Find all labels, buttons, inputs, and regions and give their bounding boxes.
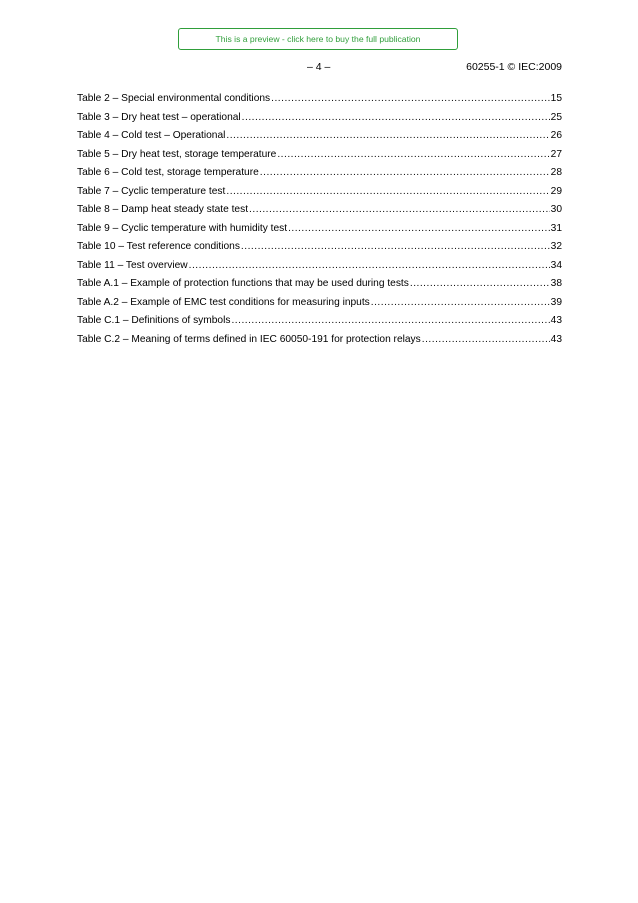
toc-entry-page: 26 xyxy=(550,130,562,141)
toc-entry[interactable] xyxy=(77,146,562,165)
page-number: – 4 – xyxy=(307,61,331,73)
toc-entry-page: 31 xyxy=(550,222,562,234)
toc-entry-page: 32 xyxy=(550,241,562,252)
toc-entry[interactable] xyxy=(77,90,562,109)
toc-entry[interactable] xyxy=(77,257,562,276)
toc-dot-leader xyxy=(231,312,549,331)
toc-entry-page: 29 xyxy=(550,185,562,197)
toc-entry-page: 38 xyxy=(550,278,562,289)
document-reference: 60255-1 © IEC:2009 xyxy=(466,61,562,73)
page-header xyxy=(0,61,638,77)
toc-dot-leader xyxy=(226,127,549,146)
table-of-contents-list xyxy=(77,90,562,349)
toc-entry-page: 25 xyxy=(550,111,562,123)
toc-entry[interactable] xyxy=(77,238,562,257)
toc-entry-page: 28 xyxy=(550,167,562,178)
toc-dot-leader xyxy=(277,146,549,165)
toc-entry-page: 43 xyxy=(550,315,562,326)
toc-dot-leader xyxy=(242,109,550,128)
toc-entry-title: Table 10 – Test reference conditions xyxy=(77,241,240,252)
toc-entry-title: Table 5 – Dry heat test, storage temperature xyxy=(77,148,277,160)
toc-dot-leader xyxy=(410,275,550,294)
toc-entry-page: 15 xyxy=(550,93,562,104)
toc-entry-title: Table 9 – Cyclic temperature with humidity test xyxy=(77,222,288,234)
toc-dot-leader xyxy=(422,331,550,350)
toc-entry-title: Table 4 – Cold test – Operational xyxy=(77,130,226,141)
toc-dot-leader xyxy=(371,294,550,313)
buy-publication-banner[interactable]: This is a preview - click here to buy the full publication xyxy=(178,28,458,50)
toc-entry-page: 34 xyxy=(550,259,562,271)
toc-dot-leader xyxy=(260,164,550,183)
toc-entry-title: Table C.1 – Definitions of symbols xyxy=(77,315,231,326)
toc-entry[interactable] xyxy=(77,275,562,294)
toc-entry[interactable] xyxy=(77,164,562,183)
toc-entry-page: 39 xyxy=(550,296,562,308)
toc-entry[interactable] xyxy=(77,220,562,239)
toc-dot-leader xyxy=(241,238,550,257)
toc-entry[interactable] xyxy=(77,109,562,128)
toc-entry-title: Table 11 – Test overview xyxy=(77,259,188,271)
toc-entry-page: 43 xyxy=(550,333,562,345)
toc-entry[interactable] xyxy=(77,183,562,202)
toc-dot-leader xyxy=(226,183,549,202)
toc-entry-title: Table A.1 – Example of protection functions that may be used during tests xyxy=(77,278,409,289)
toc-dot-leader xyxy=(288,220,550,239)
toc-entry-title: Table A.2 – Example of EMC test conditions for measuring inputs xyxy=(77,296,370,308)
toc-entry[interactable] xyxy=(77,294,562,313)
toc-entry-title: Table 8 – Damp heat steady state test xyxy=(77,204,249,215)
toc-entry[interactable] xyxy=(77,127,562,146)
toc-entry-page: 27 xyxy=(550,148,562,160)
toc-entry-title: Table 6 – Cold test, storage temperature xyxy=(77,167,259,178)
toc-entry[interactable] xyxy=(77,331,562,350)
toc-entry-page: 30 xyxy=(550,204,562,215)
toc-entry[interactable] xyxy=(77,201,562,220)
toc-entry-title: Table 7 – Cyclic temperature test xyxy=(77,185,226,197)
toc-dot-leader xyxy=(249,201,550,220)
toc-entry[interactable] xyxy=(77,312,562,331)
toc-dot-leader xyxy=(189,257,550,276)
toc-entry-title: Table C.2 – Meaning of terms defined in IEC 60050-191 for protection relays xyxy=(77,333,421,345)
toc-entry-title: Table 3 – Dry heat test – operational xyxy=(77,111,241,123)
toc-dot-leader xyxy=(271,90,550,109)
toc-entry-title: Table 2 – Special environmental conditions xyxy=(77,93,271,104)
